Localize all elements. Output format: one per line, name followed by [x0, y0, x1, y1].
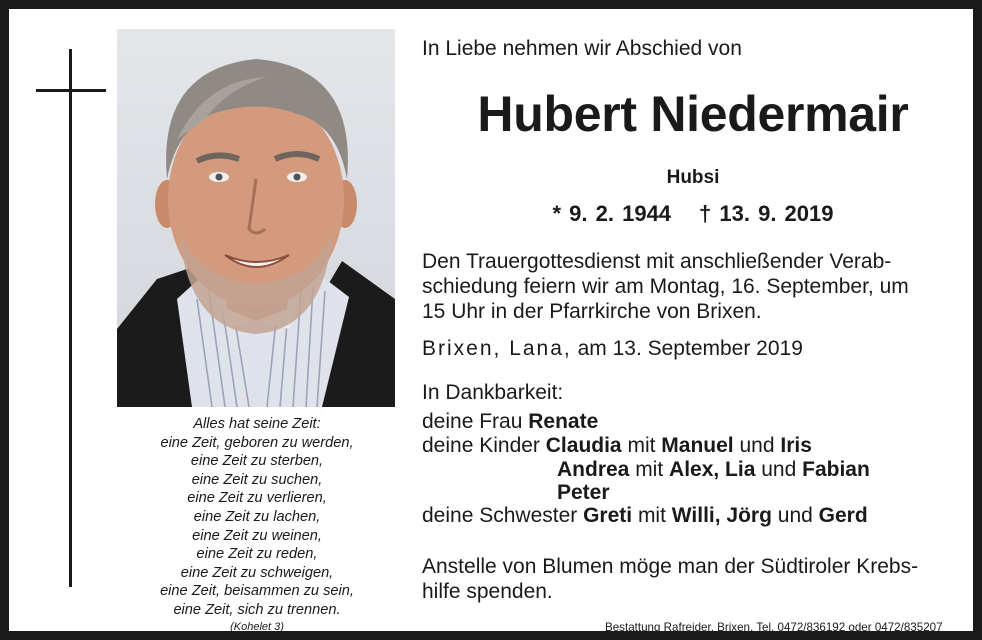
- family-label: deine Frau: [422, 410, 529, 433]
- family-children: [422, 434, 812, 458]
- poem: [119, 415, 395, 634]
- donation-line: Anstelle von Blumen möge man der Südtiroler Krebs-: [422, 555, 919, 578]
- service-line: 15 Uhr in der Pfarrkirche von Brixen.: [422, 300, 762, 323]
- family-connector: und: [771, 504, 819, 527]
- family-member: Alex, Lia: [669, 458, 756, 481]
- family-children-2: [557, 458, 870, 482]
- family-connector: mit: [632, 504, 672, 527]
- funeral-home-footer: Bestattung Rafreider, Brixen, Tel. 0472/836192 oder 0472/835207: [605, 621, 943, 634]
- donation-line: hilfe spenden.: [422, 580, 553, 603]
- poem-line: eine Zeit zu sterben,: [190, 453, 324, 470]
- cross-icon-bar: [36, 89, 106, 92]
- family-connector: mit: [621, 434, 662, 457]
- poem-line: eine Zeit, beisammen zu sein,: [160, 583, 354, 600]
- poem-line: eine Zeit zu weinen,: [192, 527, 322, 544]
- family-label: deine Schwester: [422, 504, 584, 527]
- poem-line: eine Zeit zu verlieren,: [187, 490, 327, 507]
- service-line: schiedung feiern wir am Montag, 16. September, um: [422, 275, 909, 298]
- thanks-line: In Dankbarkeit:: [422, 381, 564, 404]
- death-date: † 13. 9. 2019: [699, 201, 834, 226]
- poem-line: eine Zeit, sich zu trennen.: [173, 601, 341, 618]
- poem-line: eine Zeit zu schweigen,: [180, 564, 334, 581]
- family-member: Gerd: [818, 504, 868, 527]
- nickname: Hubsi: [666, 167, 720, 188]
- poem-source: (Kohelet 3): [230, 620, 284, 633]
- family-connector: mit: [629, 458, 670, 481]
- family-children-3: [557, 481, 610, 505]
- family-sister: [422, 504, 868, 528]
- cross-icon: [69, 49, 72, 587]
- service-line: Den Trauergottesdienst mit anschließender Verab-: [422, 250, 892, 273]
- portrait-photo: [117, 29, 395, 407]
- family-connector: und: [733, 434, 781, 457]
- birth-date: * 9. 2. 1944: [552, 201, 672, 226]
- family-label: deine Kinder: [422, 434, 546, 457]
- portrait-illustration: [117, 29, 395, 407]
- intro-line: In Liebe nehmen wir Abschied von: [422, 37, 742, 60]
- family-connector: und: [755, 458, 803, 481]
- family-member: Fabian: [802, 458, 870, 481]
- family-member: Greti: [583, 504, 633, 527]
- poem-line: eine Zeit, geboren zu werden,: [160, 434, 354, 451]
- family-member: Peter: [557, 481, 610, 504]
- family-member: Manuel: [661, 434, 734, 457]
- life-dates: [422, 201, 964, 227]
- poem-line: eine Zeit zu suchen,: [191, 471, 323, 488]
- deceased-name: Hubert Niedermair: [477, 86, 909, 142]
- poem-line: eine Zeit zu reden,: [196, 546, 318, 563]
- place-names: Brixen, Lana,: [422, 337, 572, 360]
- place-date: [422, 337, 803, 361]
- family-wife: [422, 410, 598, 434]
- family-member: Willi, Jörg: [671, 504, 772, 527]
- date-line: am 13. September 2019: [571, 337, 803, 360]
- family-member: Iris: [780, 434, 812, 457]
- family-member: Claudia: [545, 434, 622, 457]
- poem-line: eine Zeit zu lachen,: [193, 508, 321, 525]
- poem-line: Alles hat seine Zeit:: [193, 416, 321, 432]
- family-member: Renate: [528, 410, 599, 433]
- family-member: Andrea: [557, 458, 630, 481]
